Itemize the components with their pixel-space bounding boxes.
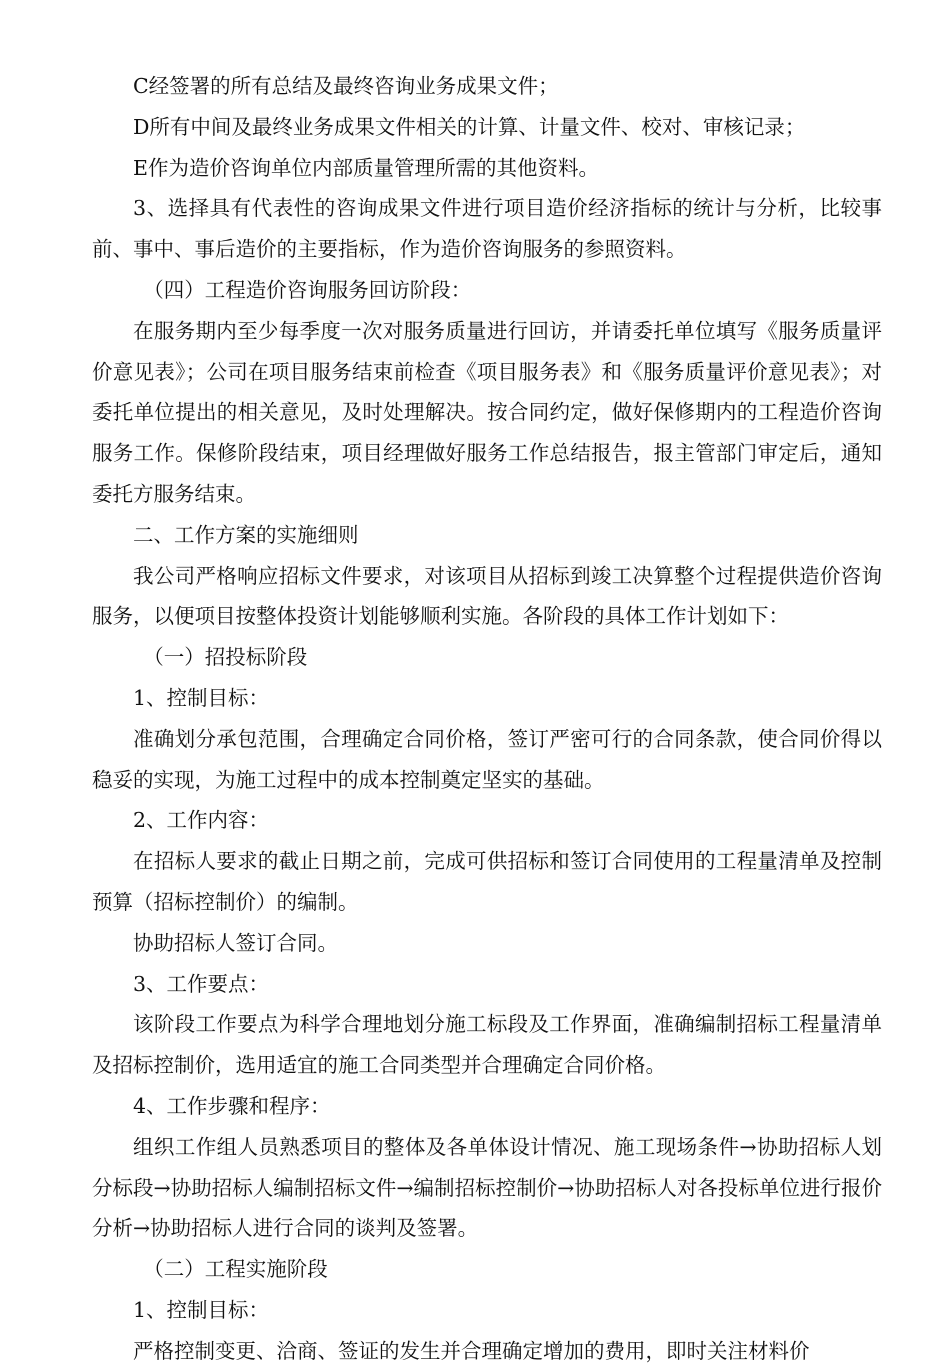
subheading: 1、控制目标： [133,1297,270,1322]
paragraph: 我公司严格响应招标文件要求，对该项目从招标到竣工决算整个过程提供造价咨询服务，以便项目按整体投资计划能够顺利实施。各阶段的具体工作计划如下： [92,563,882,629]
paragraph: 组织工作组人员熟悉项目的整体及各单体设计情况、施工现场条件→协助招标人划分标段→协助招标人编制招标文件→编制招标控制价→协助招标人对各投标单位进行报价分析→协助招标人进行合同的谈判及签署。 [92,1134,882,1241]
subheading: 2、工作内容： [133,808,270,833]
paragraph: 在招标人要求的截止日期之前，完成可供招标和签订合同使用的工程量清单及控制预算（招标控制价）的编制。 [92,849,882,914]
document-page [92,66,882,1372]
paragraph: 该阶段工作要点为科学合理地划分施工标段及工作界面，准确编制招标工程量清单及招标控制价，选用适宜的施工合同类型并合理确定合同价格。 [92,1012,882,1078]
paragraph: D所有中间及最终业务成果文件相关的计算、计量文件、校对、审核记录； [133,114,806,139]
paragraph: 3、选择具有代表性的咨询成果文件进行项目造价经济指标的统计与分析，比较事前、事中、事后造价的主要指标，作为造价咨询服务的参照资料。 [92,196,882,262]
paragraph: C经签署的所有总结及最终咨询业务成果文件； [133,74,559,98]
paragraph: 协助招标人签订合同。 [133,930,338,955]
section-heading: 二、工作方案的实施细则 [133,522,359,547]
paragraph: 严格控制变更、洽商、签证的发生并合理确定增加的费用，即时关注材料价 [133,1338,810,1363]
section-heading: （一）招投标阶段 [143,645,308,670]
paragraph: 准确划分承包范围，合理确定合同价格，签订严密可行的合同条款，使合同价得以稳妥的实现，为施工过程中的成本控制奠定坚实的基础。 [92,726,882,792]
section-heading: （四）工程造价咨询服务回访阶段： [143,277,472,302]
section-heading: （二）工程实施阶段 [143,1257,328,1282]
paragraph: 在服务期内至少每季度一次对服务质量进行回访，并请委托单位填写《服务质量评价意见表》；公司在项目服务结束前检查《项目服务表》和《服务质量评价意见表》；对委托单位提出的相关意见，及时处理解决。按合同约定，做好保修期内的工程造价咨询服务工作。保修阶段结束，项目经理做好服务工作总结报告，报主管部门审定后，通知委托方服务结束。 [92,318,882,506]
subheading: 3、工作要点： [133,971,270,996]
subheading: 4、工作步骤和程序： [133,1093,331,1118]
subheading: 1、控制目标： [133,685,270,710]
paragraph: E作为造价咨询单位内部质量管理所需的其他资料。 [133,155,599,180]
